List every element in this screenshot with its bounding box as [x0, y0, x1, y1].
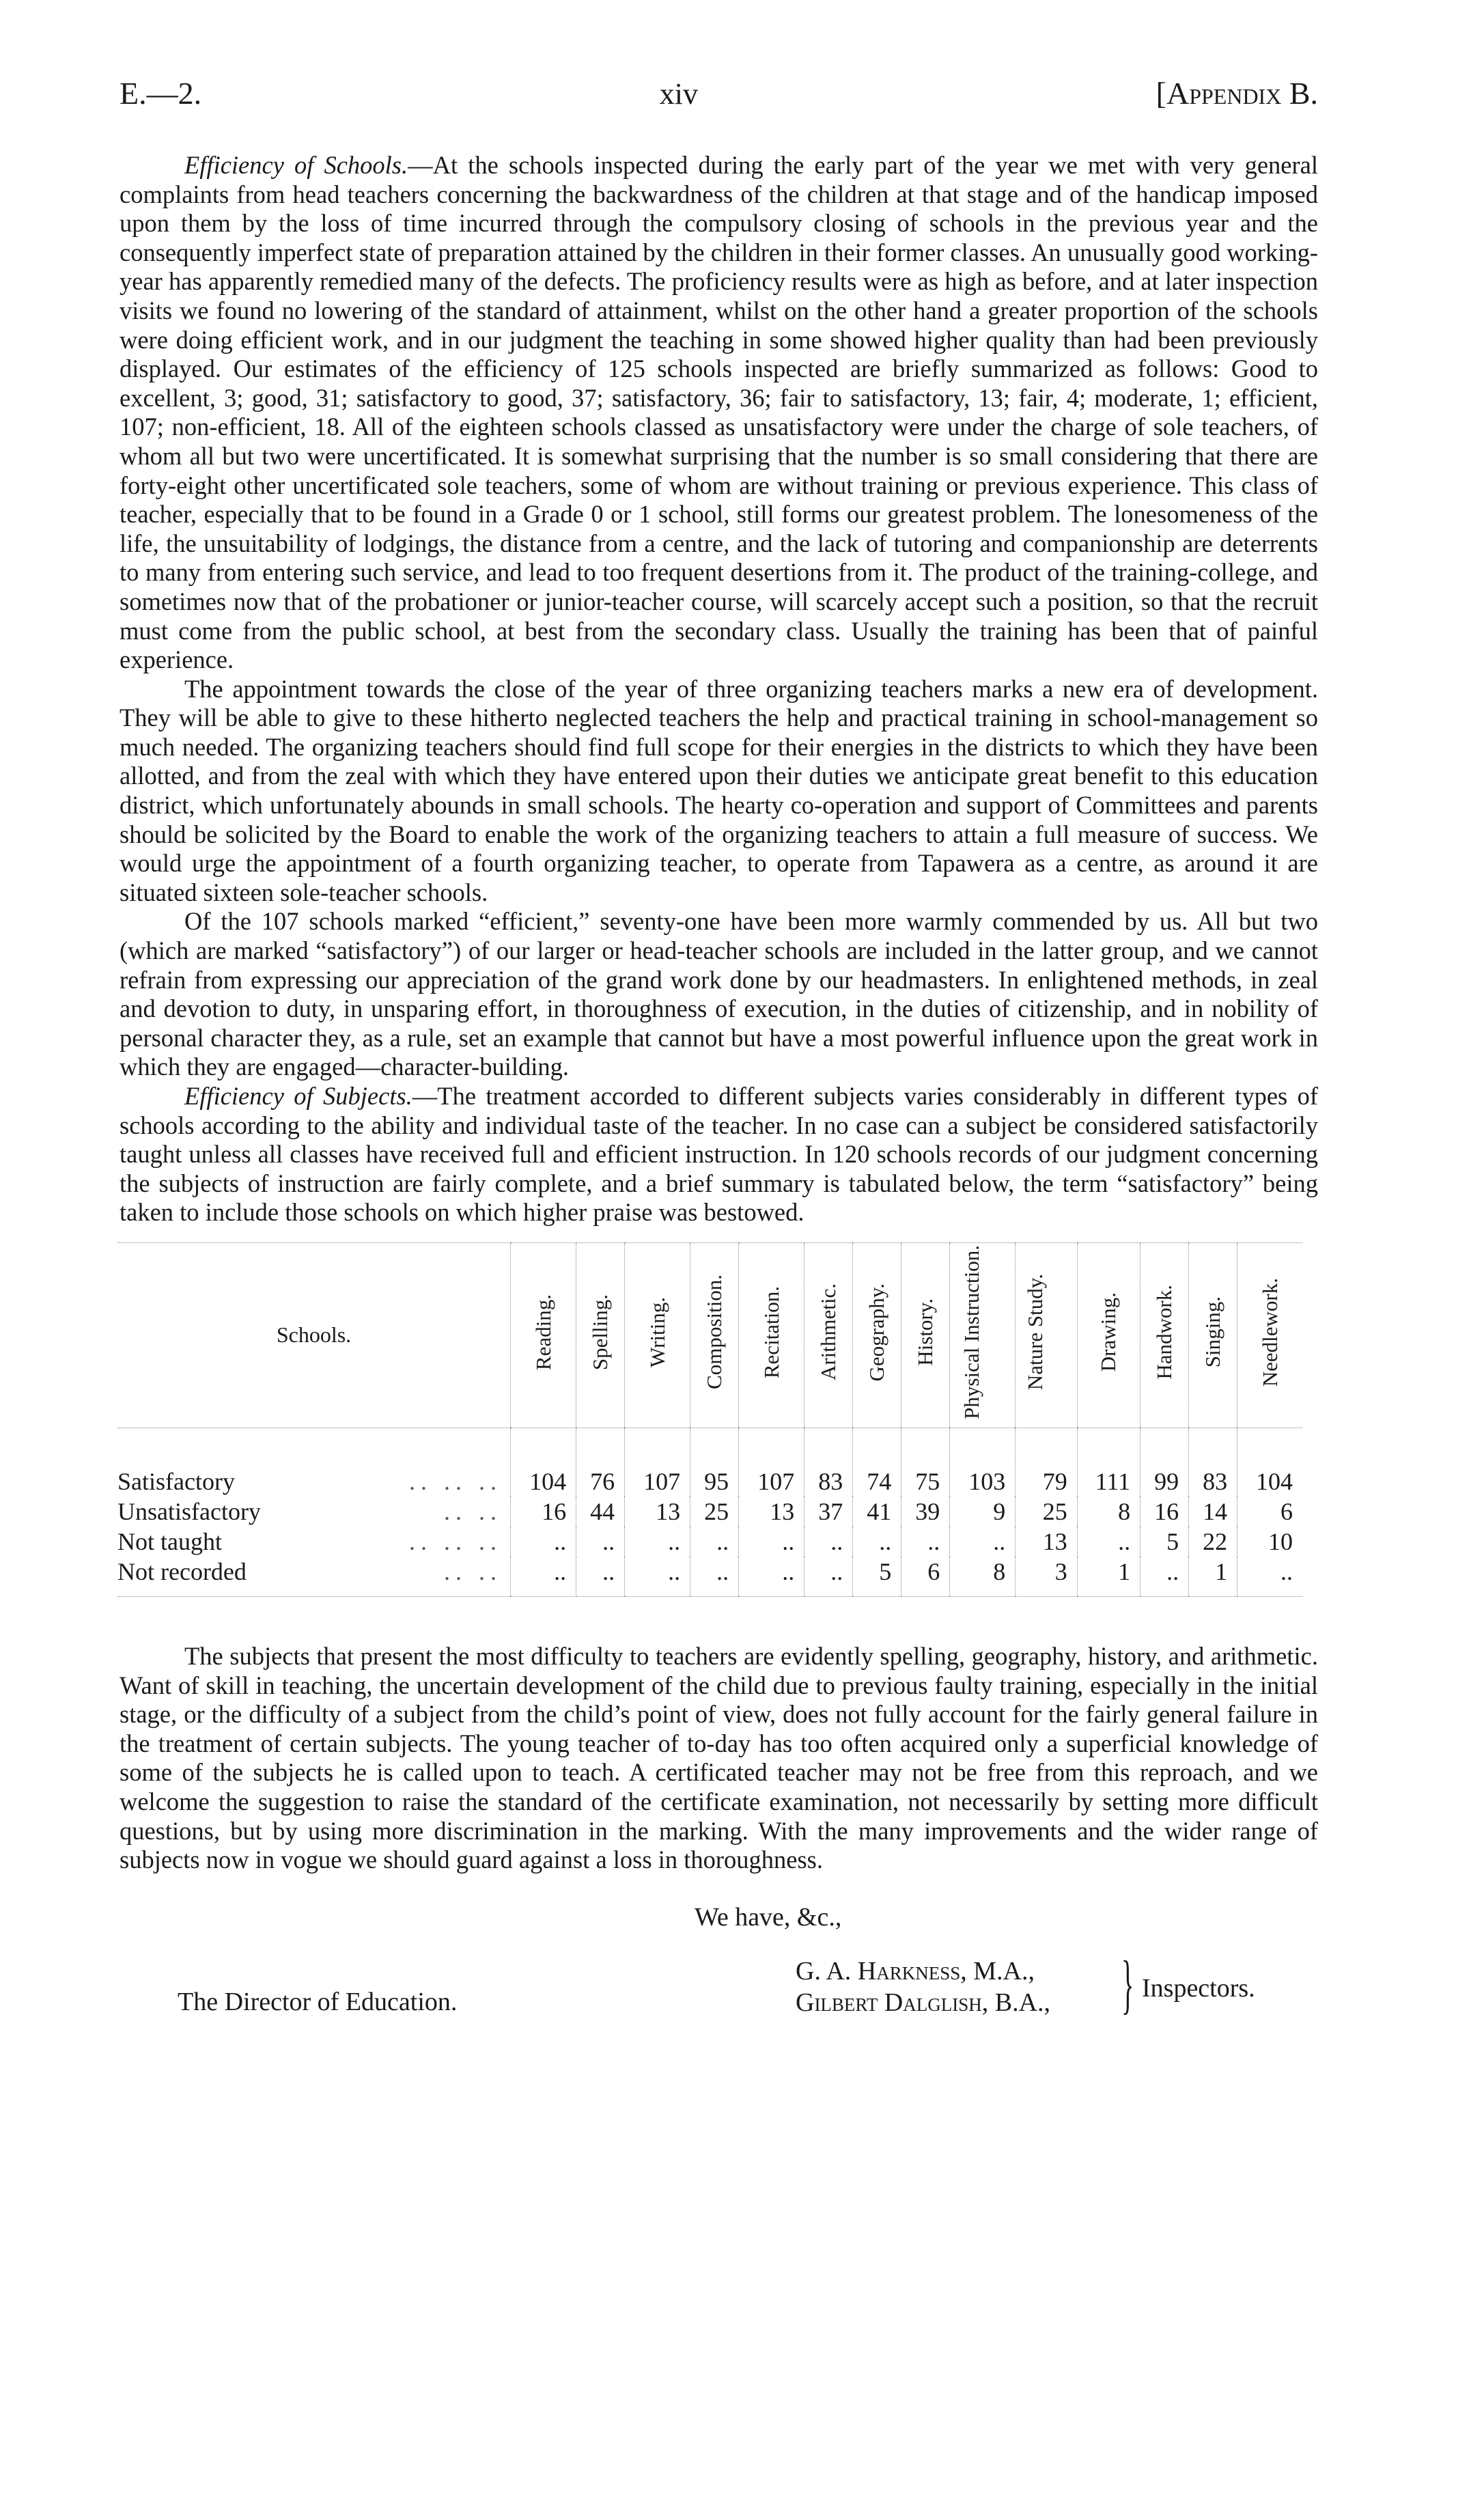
table-cell: ..: [804, 1557, 853, 1597]
inspector-names: [796, 1955, 1050, 2018]
table-cell: 25: [1016, 1496, 1077, 1527]
inspectors-title: Inspectors.: [1142, 1973, 1255, 2003]
table-cell: ..: [690, 1527, 739, 1557]
paragraph-efficient-schools: Of the 107 schools marked “efficient,” seventy-one have been more warmly commended by us. All but two (which are marked “satisfactory”) of our larger or head-teacher schools are included in the latter group, and we cannot refrain from expressing our appreciation of the grand work done by our headmasters. In enlightened methods, in zeal and devotion to duty, in unsparing effort, in thoroughness of execution, in the duties of citizenship, and in nobility of personal character they, as a rule, set an example that cannot but have a most powerful influence upon the great work in which they are engaged—character-building.: [120, 907, 1318, 1081]
table-cell: ..: [739, 1557, 804, 1597]
inspector-dalglish: Gilbert Dalglish, B.A.,: [796, 1988, 1051, 2017]
column-header: Writing.: [625, 1242, 690, 1427]
table-cell: 14: [1189, 1496, 1237, 1527]
column-header: Arithmetic.: [804, 1242, 853, 1427]
table-cell: 16: [1140, 1496, 1189, 1527]
addressee: The Director of Education.: [178, 1987, 458, 2016]
paragraph-organizing-teachers: The appointment towards the close of the year of three organizing teachers marks a new era of development. They will be able to give to these hitherto neglected teachers the help and practical training in school-management so much needed. The organizing teachers should find full scope for their energies in the districts to which they have been allotted, and from the zeal with which they have entered upon their duties we anticipate great benefit to this education district, which unfortunately abounds in small schools. The hearty co-operation and support of Committees and parents should be solicited by the Board to enable the work of the organizing teachers to attain a full measure of success. We would urge the appointment of a fourth organizing teacher, to operate from Tapawera as a centre, as around it are situated sixteen sole-teacher schools.: [120, 674, 1318, 906]
table-cell: 13: [1016, 1527, 1077, 1557]
table-cell: 104: [1237, 1427, 1302, 1496]
table-cell: 8: [1077, 1496, 1140, 1527]
column-header: Drawing.: [1077, 1242, 1140, 1427]
table-cell: 44: [576, 1496, 625, 1527]
paragraph-efficiency-of-subjects: [120, 1082, 1318, 1227]
table-cell: ..: [1237, 1557, 1302, 1597]
column-header: Handwork.: [1140, 1242, 1189, 1427]
table-cell: 75: [901, 1427, 950, 1496]
page-number: xiv: [659, 77, 698, 111]
table-cell: 10: [1237, 1527, 1302, 1557]
table-cell: 1: [1189, 1557, 1237, 1597]
table-cell: 104: [511, 1427, 576, 1496]
table-cell: ..: [511, 1527, 576, 1557]
table-cell: 16: [511, 1496, 576, 1527]
paragraph-text: —The treatment accorded to different subjects varies considerably in different types of schools according to the ability and individual taste of the teacher. In no case can a subject be considered satisfactorily taught unless all classes have received full and efficient instruction. In 120 schools records of our judgment concerning the subjects of instruction are fairly complete, and a brief summary is tabulated below, the term “satisfactory” being taken to include those schools on which higher praise was bestowed.: [120, 1082, 1318, 1227]
table-cell: 9: [950, 1496, 1016, 1527]
table-cell: 6: [1237, 1496, 1302, 1527]
column-header: Needlework.: [1237, 1242, 1302, 1427]
table-cell: 13: [739, 1496, 804, 1527]
table-cell: ..: [1140, 1557, 1189, 1597]
column-header: Geography.: [853, 1242, 901, 1427]
table-cell: ..: [625, 1527, 690, 1557]
row-label: Not taught .. .. ..: [117, 1527, 502, 1555]
table-row: [117, 1557, 1302, 1597]
brace-symbol: }: [1121, 1947, 1134, 2020]
table-cell: 99: [1140, 1427, 1189, 1496]
column-header: Spelling.: [576, 1242, 625, 1427]
table-cell: 79: [1016, 1427, 1077, 1496]
table-cell: 5: [853, 1557, 901, 1597]
table-cell: 103: [950, 1427, 1016, 1496]
table-cell: 25: [690, 1496, 739, 1527]
table-cell: 76: [576, 1427, 625, 1496]
paragraph-efficiency-of-schools: [120, 151, 1318, 675]
subjects-efficiency-table: [117, 1242, 1302, 1597]
paragraph-subject-difficulties: The subjects that present the most difficulty to teachers are evidently spelling, geography, history, and arithmetic. Want of skill in teaching, the uncertain development of the child due to previous faulty training, especially in the initial stage, or the difficulty of a subject from the child’s point of view, does not fully account for the fairly general failure in the treatment of certain subjects. The young teacher of to-day has too often acquired only a superficial knowledge of some of the subjects he is called upon to teach. A certificated teacher may not be free from this reproach, and we welcome the suggestion to raise the standard of the certificate examination, not necessarily by setting more difficult questions, but by using more discrimination in the marking. With the many improvements and the wider range of subjects now in vogue we should guard against a loss in thoroughness.: [120, 1641, 1318, 1874]
table-cell: 5: [1140, 1527, 1189, 1557]
table-row: [117, 1496, 1302, 1527]
table-cell: 39: [901, 1496, 950, 1527]
inspector-harkness: G. A. Harkness, M.A.,: [796, 1956, 1035, 1986]
report-code: E.—2.: [120, 76, 202, 111]
table-cell: 83: [1189, 1427, 1237, 1496]
table-cell: 95: [690, 1427, 739, 1496]
table-cell: ..: [690, 1557, 739, 1597]
table-row: [117, 1427, 1302, 1496]
table-cell: ..: [804, 1527, 853, 1557]
table-cell: 22: [1189, 1527, 1237, 1557]
column-header: Singing.: [1189, 1242, 1237, 1427]
appendix-label: [Appendix B.: [1156, 76, 1318, 111]
table-cell: 74: [853, 1427, 901, 1496]
table-cell: 107: [739, 1427, 804, 1496]
table-cell: 13: [625, 1496, 690, 1527]
table-cell: 8: [950, 1557, 1016, 1597]
table-cell: 1: [1077, 1557, 1140, 1597]
table-cell: ..: [576, 1557, 625, 1597]
column-header: History.: [901, 1242, 950, 1427]
document-page: [117, 75, 1318, 2107]
paragraph-text: —At the schools inspected during the early part of the year we met with very general complaints from head teachers concerning the backwardness of the children at that stage and of the handicap imposed upon them by the loss of time incurred through the compulsory closing of schools in the previous year and the consequently imperfect state of preparation attained by the children in their former classes. An unusually good working-year has apparently remedied many of the defects. The proficiency results were as high as before, and at later inspection visits we found no lowering of the standard of attainment, whilst on the other hand a greater proportion of the schools were doing efficient work, and in our judgment the teaching in some showed higher quality than had been previously displayed. Our estimates of the efficiency of 125 schools inspected are briefly summarized as follows: Good to excellent, 3; good, 31; satisfactory to good, 37; satisfactory, 36; fair to satisfactory, 13; fair, 4; moderate, 1; efficient, 107; non-efficient, 18. All of the eighteen schools classed as unsatisfactory were under the charge of sole teachers, of whom all but two were uncertificated. It is somewhat surprising that the number is so small considering that there are forty-eight other uncertificated sole teachers, some of whom are without training or previous experience. This class of teacher, especially that to be found in a Grade 0 or 1 school, still forms our greatest problem. The lonesomeness of the life, the unsuitability of lodgings, the distance from a centre, and the lack of tutoring and companionship are deterrents to many from entering such service, and lead to too frequent desertions from it. The product of the training-college, and sometimes now that of the probationer or junior-teacher course, will scarcely accept such a position, so that the recruit must come from the public school, at best from the secondary class. Usually the training has been that of painful experience.: [120, 151, 1318, 674]
table-cell: 6: [901, 1557, 950, 1597]
table-cell: 111: [1077, 1427, 1140, 1496]
row-label: Unsatisfactory .. ..: [117, 1497, 502, 1525]
column-header: Composition.: [690, 1242, 739, 1427]
column-header: Recitation.: [739, 1242, 804, 1427]
section-heading-schools: Efficiency of Schools.: [184, 151, 408, 179]
column-header: Nature Study.: [1016, 1242, 1077, 1427]
table-header-row: [117, 1242, 1302, 1427]
table-cell: ..: [625, 1557, 690, 1597]
table-cell: 83: [804, 1427, 853, 1496]
table-cell: ..: [739, 1527, 804, 1557]
table-cell: 41: [853, 1496, 901, 1527]
signature-block: [120, 1902, 1318, 2107]
table-corner-header: Schools.: [117, 1242, 511, 1427]
column-header: Physical Instruction.: [950, 1242, 1016, 1427]
table-cell: 37: [804, 1496, 853, 1527]
table-cell: ..: [950, 1527, 1016, 1557]
row-label: Not recorded .. ..: [117, 1557, 511, 1597]
table-cell: ..: [901, 1527, 950, 1557]
page-header: [120, 75, 1318, 111]
closing-salutation: We have, &c.,: [695, 1902, 842, 1932]
table-cell: 107: [625, 1427, 690, 1496]
table-cell: ..: [1077, 1527, 1140, 1557]
table-cell: ..: [853, 1527, 901, 1557]
row-label: Satisfactory .. .. ..: [117, 1467, 502, 1495]
table-cell: ..: [576, 1527, 625, 1557]
table-cell: 3: [1016, 1557, 1077, 1597]
column-header: Reading.: [511, 1242, 576, 1427]
section-heading-subjects: Efficiency of Subjects.: [184, 1082, 412, 1110]
table-row: [117, 1527, 1302, 1557]
table-cell: ..: [511, 1557, 576, 1597]
